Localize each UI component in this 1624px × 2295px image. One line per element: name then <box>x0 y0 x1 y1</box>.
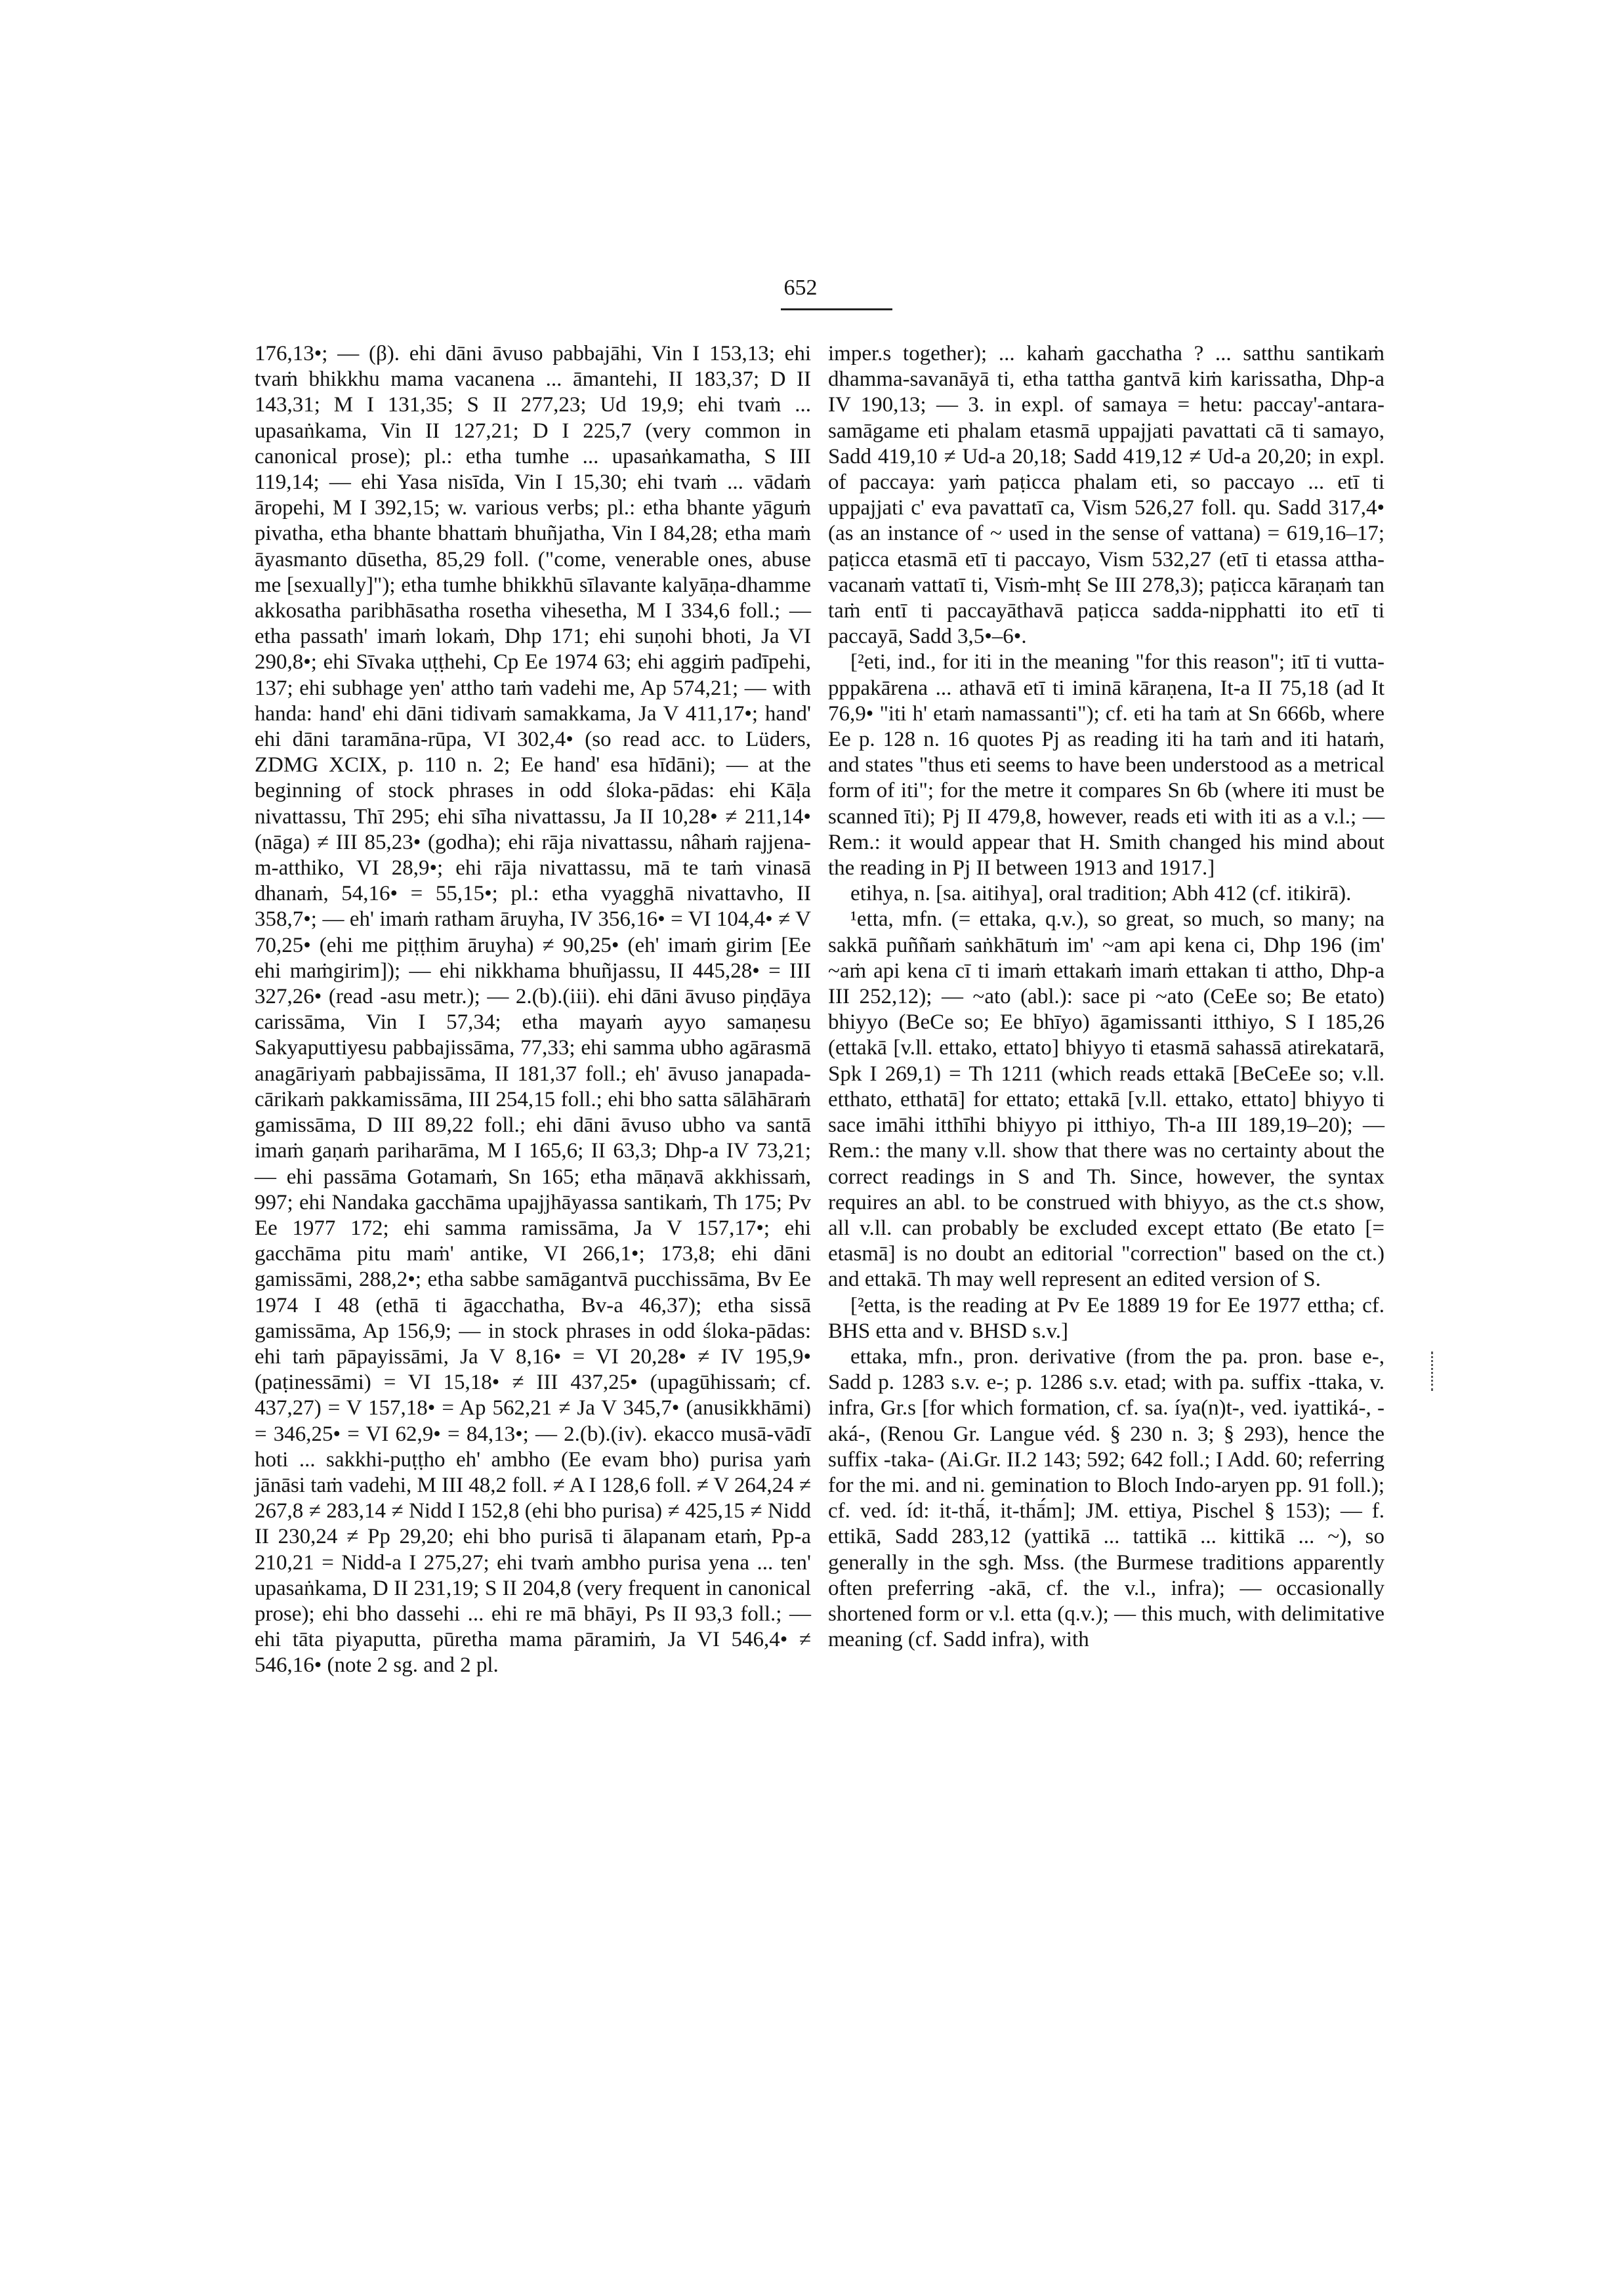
entry-etta-1: ¹etta, mfn. (= ettaka, q.v.), so great, so much, so many; na sakkā puññaṁ saṅkhātuṁ im' ~am api kena ci, Dhp 196 (im' ~aṁ api kena cī ti imaṁ ettakaṁ imaṁ ettakan ti attho, Dhp-a III 252,12); — ~ato (abl.): sace pi ~ato (CeEe so; Be etato) bhiyyo (BeCe so; Ee bhīyo) āgamissanti itthiyo, S I 185,26 (ettakā [v.ll. ettako, ettato] bhiyyo ti etasmā sahassā atirekatarā, Spk I 269,1) = Th 1211 (which reads ettakā [BeCeEe so; v.ll. etthato, etthatā] for ettato; ettakā [v.ll. ettako, ettato] bhiyyo ti sace imāhi itthīhi bhiyyo pi itthiyo, Th-a III 189,19–20); — Rem.: the many v.ll. show that there was no certainty about the correct readings in S and Th. Since, however, the syntax requires an abl. to be construed with bhiyyo, as the ct.s show, all v.ll. can probably be excluded except ettato (Be etato [= etasmā] is no doubt an editorial "correction" based on the ct.) and ettakā. Th may well represent an edited version of S. <box>828 907 1385 1292</box>
entry-etihya: etihya, n. [sa. aitihya], oral tradition; Abh 412 (cf. itikirā). <box>850 882 1352 906</box>
page-number: 652 <box>783 276 818 300</box>
entry-eti-2: [²eti, ind., for iti in the meaning "for this reason"; itī ti vutta-pppakārena ... athavā etī ti iminā kāraṇena, It-a II 75,18 (ad It 76,9• "iti h' etaṁ namassanti"); cf. eti ha taṁ at Sn 666b, where Ee p. 128 n. 16 quotes Pj as reading iti ha taṁ and iti hataṁ, and states "thus eti seems to have been understood as a metrical form of iti"; for the metre it compares Sn 6b (where iti must be scanned īti); Pj II 479,8, however, reads eti with iti as a v.l.; — Rem.: it would appear that H. Smith changed his mind about the reading in Pj II between 1913 and 1917.] <box>828 650 1385 880</box>
left-column <box>255 341 811 1679</box>
left-column-text: 176,13•; — (β). ehi dāni āvuso pabbajāhi, Vin I 153,13; ehi tvaṁ bhikkhu mama vacanena ... āmantehi, II 183,37; D II 143,31; M I 131,35; S II 277,23; Ud 19,9; ehi tvaṁ ... upasaṅkama, Vin II 127,21; D I 225,7 (very common in canonical prose); pl.: etha tumhe ... upasaṅkamatha, S III 119,14; — ehi Yasa nisīda, Vin I 15,30; ehi tvaṁ ... vādaṁ āropehi, M I 392,15; w. various verbs; pl.: etha bhante yāguṁ pivatha, etha bhante bhattaṁ bhuñjatha, Vin I 84,28; etha maṁ āyasmanto dūsetha, 85,29 foll. ("come, venerable ones, abuse me [sexually]"); etha tumhe bhikkhū sīlavante kalyāṇa-dhamme akkosatha paribhāsatha rosetha vihesetha, M I 334,6 foll.; — etha passath' imaṁ lokaṁ, Dhp 171; ehi suṇohi bhoti, Ja VI 290,8•; ehi Sīvaka uṭṭhehi, Cp Ee 1974 63; ehi aggiṁ padīpehi, 137; ehi subhage yen' attho taṁ vadehi me, Ap 574,21; — with handa: hand' ehi dāni tidivaṁ samakkama, Ja V 411,17•; hand' ehi dāni taramāna-rūpa, VI 302,4• (so read acc. to Lüders, ZDMG XCIX, p. 110 n. 2; Ee hand' esa hīdāni); — at the beginning of stock phrases in odd śloka-pādas: ehi Kāḷa nivattassu, Thī 295; ehi sīha nivattassu, Ja II 10,28• ≠ 211,14• (nāga) ≠ III 85,23• (godha); ehi rāja nivattassu, nâhaṁ rajjena-m-atthiko, VI 28,9•; ehi rāja nivattassu, mā te taṁ vinasā dhanaṁ, 54,16• = 55,15•; pl.: etha vyagghā nivattavho, II 358,7•; — eh' imaṁ ratham āruyha, IV 356,16• = VI 104,4• ≠ V 70,25• (ehi me piṭṭhim āruyha) ≠ 90,25• (eh' imaṁ girim [Ee ehi maṁgirim]); — ehi nikkhama bhuñjassu, II 445,28• = III 327,26• (read -asu metr.); — 2.(b).(iii). ehi dāni āvuso piṇḍāya carissāma, Vin I 57,34; etha mayaṁ ayyo samaṇesu Sakyaputtiyesu pabbajissāma, 77,33; ehi samma ubho agārasmā anagāriyaṁ pabbajissāma, II 181,37 foll.; eh' āvuso janapada-cārikaṁ pakkamissāma, III 254,15 foll.; ehi bho satta sālāhāraṁ gamissāma, D III 89,22 foll.; ehi dāni āvuso ubho va santā imaṁ gaṇaṁ pariharāma, M I 165,6; II 63,3; Dhp-a IV 73,21; — ehi passāma Gotamaṁ, Sn 165; etha māṇavā akkhissaṁ, 997; ehi Nandaka gacchāma upajjhāyassa santikaṁ, Th 175; Pv Ee 1977 172; ehi samma ramissāma, Ja V 157,17•; ehi gacchāma pitu maṁ' antike, VI 266,1•; 173,8; ehi dāni gamissāmi, 288,2•; etha sabbe samāgantvā pucchissāma, Bv Ee 1974 I 48 (ethā ti āgacchatha, Bv-a 46,37); etha sissā gamissāma, Ap 156,9; — in stock phrases in odd śloka-pādas: ehi taṁ pāpayissāmi, Ja V 8,16• = VI 20,28• ≠ IV 195,9• (paṭinessāmi) = VI 15,18• ≠ III 437,25• (upagūhissaṁ; cf. 437,27) = V 157,18• = Ap 562,21 ≠ Ja V 345,7• (anusikkhāmi) = 346,25• = VI 62,9• = 84,13•; — 2.(b).(iv). ekacco musā-vādī hoti ... sakkhi-puṭṭho eh' ambho (Ee evam bho) purisa yaṁ jānāsi taṁ vadehi, M III 48,2 foll. ≠ A I 128,6 foll. ≠ V 264,24 ≠ 267,8 ≠ 283,14 ≠ Nidd I 152,8 (ehi bho purisa) ≠ 425,15 ≠ Nidd II 230,24 ≠ Pp 29,20; ehi bho purisā ti ālapanam etaṁ, Pp-a 210,21 = Nidd-a I 275,27; ehi tvaṁ ambho purisa yena ... ten' upasaṅkama, D II 231,19; S II 204,8 (very frequent in canonical prose); ehi bho dassehi ... ehi re mā bhāyi, Ps II 93,3 foll.; — ehi tāta piyaputta, pūretha mama pāramiṁ, Ja VI 546,4• ≠ 546,16• (note 2 sg. and 2 pl. <box>255 342 811 1678</box>
page-number-rule <box>781 308 892 310</box>
entry-ettaka: ettaka, mfn., pron. derivative (from the pa. pron. base e-, Sadd p. 1283 s.v. e-; p. 1286 s.v. etad; with pa. suffix -ttaka, v. infra, Gr.s [for which formation, cf. sa. íya(n)t-, ved. iyattiká-, -aká-, (Renou Gr. Langue véd. § 230 n. 3; § 293), hence the suffix -taka- (Ai.Gr. II.2 143; 592; 642 foll.; I Add. 60; referring for the mi. and ni. gemination to Bloch Indo-aryen pp. 91 foll.); cf. ved. íd: it-thā́, it-thā́m]; JM. ettiya, Pischel § 153); — f. ettikā, Sadd 283,12 (yattikā ... tattikā ... kittikā ... ~), so generally in the sgh. Mss. (the Burmese traditions apparently often preferring -akā, cf. the v.l., infra); — occasionally shortened form or v.l. etta (q.v.); — this much, with delimitative meaning (cf. Sadd infra), with <box>828 1344 1385 1652</box>
entry-continuation: imper.s together); ... kahaṁ gacchatha ? ... satthu santikaṁ dhamma-savanāyā ti, etha tattha gantvā kiṁ karissatha, Dhp-a IV 190,13; — 3. in expl. of samaya = hetu: paccay'-antara-samāgame eti phalam etasmā uppajjati pavattati cā ti samayo, Sadd 419,10 ≠ Ud-a 20,18; Sadd 419,12 ≠ Ud-a 20,20; in expl. of paccaya: yaṁ paṭicca phalam eti, so paccayo ... etī ti uppajjati c' eva pavattatī ca, Vism 526,27 foll. qu. Sadd 317,4• (as an instance of ~ used in the sense of vattana) = 619,16–17; paṭicca etasmā etī ti paccayo, Vism 532,27 (etī ti etassa attha-vacanaṁ vattatī ti, Visṁ-mhṭ Se III 278,3); paṭicca kāraṇaṁ tan taṁ entī ti paccayāthavā paṭicca sadda-nipphatti ito etī ti paccayā, Sadd 3,5•–6•. <box>828 342 1385 649</box>
right-column <box>828 341 1385 1653</box>
entry-etta-2: [²etta, is the reading at Pv Ee 1889 19 for Ee 1977 ettha; cf. BHS etta and v. BHSD s.v.] <box>828 1293 1385 1343</box>
margin-mark <box>1431 1352 1435 1391</box>
